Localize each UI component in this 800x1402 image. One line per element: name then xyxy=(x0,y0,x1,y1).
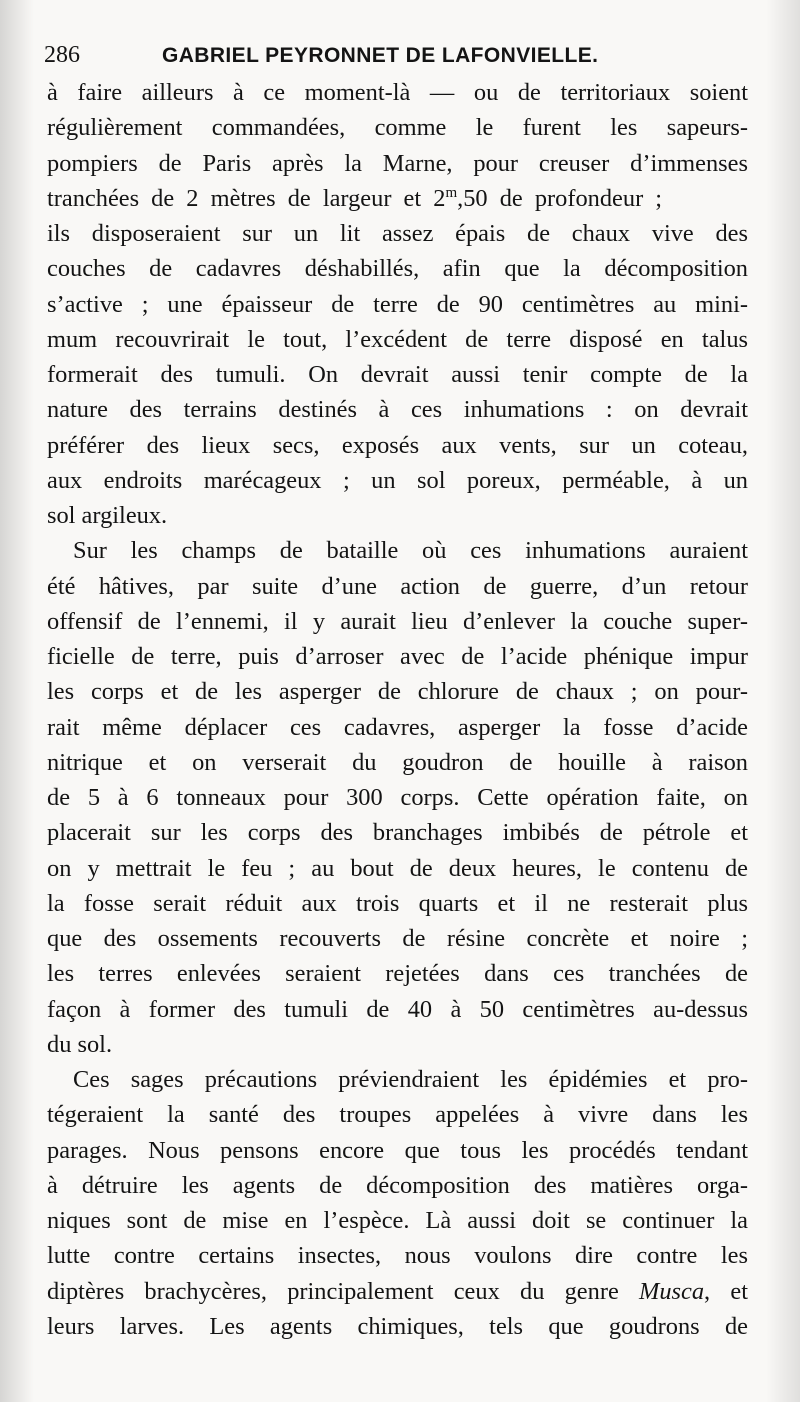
paragraph-3 xyxy=(47,1062,748,1344)
text-line: à détruire les agents de décomposition des matières orga- xyxy=(47,1171,748,1199)
text-fragment: tranchées de 2 mètres de largeur et 2 xyxy=(47,184,446,212)
text-line: formerait des tumuli. On devrait aussi tenir compte de la xyxy=(47,361,748,388)
text-line: Ces sages précautions préviendraient les épidémies et pro- xyxy=(73,1066,748,1093)
text-line: lutte contre certains insectes, nous voulons dire contre les xyxy=(47,1242,748,1270)
text-line: du sol. xyxy=(47,1030,113,1058)
text-line: offensif de l’ennemi, il y aurait lieu d’enlever la couche super- xyxy=(47,607,748,635)
page-gutter-shadow xyxy=(0,0,34,1402)
page-edge-shadow xyxy=(766,0,800,1402)
text-line xyxy=(47,181,748,216)
text-line: nature des terrains destinés à ces inhumations : on devrait xyxy=(47,396,748,424)
page-number: 286 xyxy=(44,42,80,68)
text-line: façon à former des tumuli de 40 à 50 centimètres au-dessus xyxy=(47,995,748,1023)
text-line: pompiers de Paris après la Marne, pour creuser d’immenses xyxy=(47,149,748,177)
paragraph-2 xyxy=(47,533,748,1062)
text-line: à faire ailleurs à ce moment-là — ou de territoriaux soient xyxy=(47,79,748,106)
text-line xyxy=(47,1274,748,1309)
superscript-unit: m xyxy=(445,184,458,201)
text-line: niques sont de mise en l’espèce. Là aussi doit se continuer la xyxy=(47,1207,748,1234)
text-line: placerait sur les corps des branchages imbibés de pétrole et xyxy=(47,819,748,847)
text-line: que des ossements recouverts de résine concrète et noire ; xyxy=(47,925,748,952)
text-line: on y mettrait le feu ; au bout de deux heures, le contenu de xyxy=(47,854,748,882)
text-line: la fosse serait réduit aux trois quarts et il ne resterait plus xyxy=(47,889,748,917)
text-line: été hâtives, par suite d’une action de guerre, d’un retour xyxy=(47,572,748,600)
text-line: régulièrement commandées, comme le furent les sapeurs- xyxy=(47,114,748,142)
genus-name-italic: Musca xyxy=(639,1277,705,1305)
text-fragment: ,50 de profondeur ; xyxy=(457,184,663,212)
text-line: aux endroits marécageux ; un sol poreux, perméable, à un xyxy=(47,466,748,494)
text-line: couches de cadavres déshabillés, afin que la décomposition xyxy=(47,255,748,283)
page-header xyxy=(44,38,756,72)
text-line: s’active ; une épaisseur de terre de 90 centimètres au mini- xyxy=(47,290,748,318)
text-line: les terres enlevées seraient rejetées dans ces tranchées de xyxy=(47,960,748,988)
text-line: nitrique et on verserait du goudron de houille à raison xyxy=(47,748,748,776)
running-head: GABRIEL PEYRONNET DE LAFONVIELLE. xyxy=(162,44,599,67)
text-line: ils disposeraient sur un lit assez épais de chaux vive des xyxy=(47,220,748,247)
text-line: préférer des lieux secs, exposés aux vents, sur un coteau, xyxy=(47,431,748,459)
text-fragment: diptères brachycères, principalement ceux du genre xyxy=(47,1277,619,1305)
text-line: de 5 à 6 tonneaux pour 300 corps. Cette opération faite, on xyxy=(47,784,748,811)
text-line: parages. Nous pensons encore que tous les procédés tendant xyxy=(47,1136,748,1164)
paragraph-1 xyxy=(47,75,748,533)
text-line: rait même déplacer ces cadavres, asperger la fosse d’acide xyxy=(47,713,748,741)
body-text xyxy=(47,75,748,1344)
text-line: les corps et de les asperger de chlorure de chaux ; on pour- xyxy=(47,678,748,706)
text-line: Sur les champs de bataille où ces inhumations auraient xyxy=(73,537,748,565)
text-fragment: , et xyxy=(704,1277,748,1305)
text-line: leurs larves. Les agents chimiques, tels que goudrons de xyxy=(47,1312,748,1340)
text-line: ficielle de terre, puis d’arroser avec de l’acide phénique impur xyxy=(47,643,748,670)
text-line: sol argileux. xyxy=(47,502,168,529)
text-line: tégeraient la santé des troupes appelées à vivre dans les xyxy=(47,1101,748,1129)
text-line: mum recouvrirait le tout, l’excédent de terre disposé en talus xyxy=(47,325,748,353)
